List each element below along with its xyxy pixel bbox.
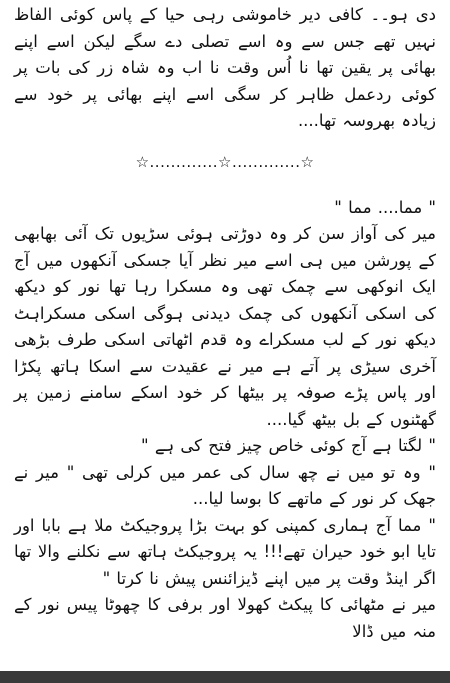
bottom-navigation-bar [0, 671, 450, 683]
paragraph-sweets: میر نے مٹھائی کا پیکٹ کھولا اور برفی کا چھوٹا پیس نور کے منہ میں ڈالا [14, 595, 436, 641]
dialogue-mama-call: " مما.... مما " [334, 197, 436, 217]
section-divider-stars: ☆.............☆.............☆ [135, 152, 315, 171]
paragraph-meer-arrives: میر کی آواز سن کر وہ دوڑتی ہوئی سڑیوں تک آئی بھابھی کے پورشن میں ہی اسے میر نظر آیا جسکی آنکھوں میں آج ایک انوکھی سے چمک تھی وہ مسکرا رہا تھا نور کو دیکھ کی اسکی آنکھوں کی چمک دیدنی ہوگی اسکی مسکراہٹ دیکھ نور کے لب مسکراے وہ قدم اٹھاتی اسکی طرف بڑھی آخری سیڑی پر آتے ہے میر نے عقیدت سے اسکا ہاتھ پکڑا اور پاس پڑے صوفہ پر بیٹھا کر خود اسکے سامنے زمین پر گھٹنوں کے بل بیٹھ گیا.... [14, 224, 436, 429]
paragraph-intro: دی ہو۔۔ کافی دیر خاموشی رہی حیا کے پاس کوئی الفاظ نہیں تھے جس سے وہ اسے تصلی دے سگے لیکن اسے اپنے بھائی پر یقین تھا نا اُس وقت نا اب وہ شاہ زر کی بات پر کوئی ردعمل ظاہر کر سگی اسے اپنے بھائی پر خود سے زیادہ بھروسہ تھا.... [14, 5, 436, 130]
dialogue-six-years: " وہ تو میں نے چھ سال کی عمر میں کرلی تھی " میر نے جھک کر نور کے ماتھے کا بوسا لیا... [14, 462, 436, 508]
dialogue-project: " مما آج ہماری کمپنی کو بہت بڑا پروجیکٹ ملا ہے بابا اور تایا ابو خود حیران تھے!!! یہ پروجیکٹ ہاتھ سے نکلنے والا تھا اگر اینڈ وقت پر میں اپنے ڈیزائنس پیش نا کرتا " [14, 515, 436, 588]
dialogue-special-win: " لگتا ہے آج کوئی خاص چیز فتح کی ہے " [141, 436, 436, 455]
